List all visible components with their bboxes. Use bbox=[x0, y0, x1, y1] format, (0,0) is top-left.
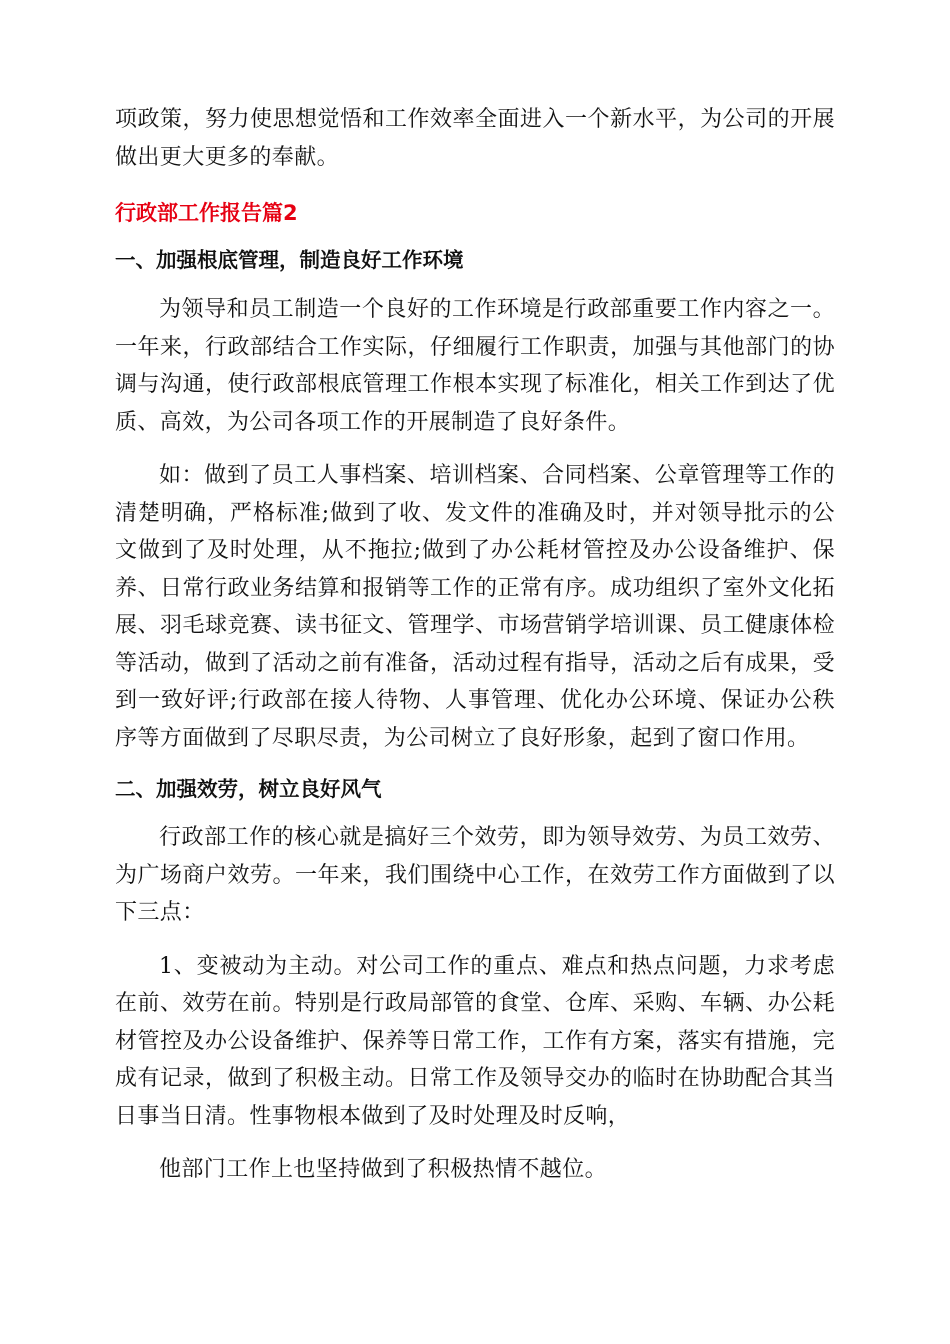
paragraph-three-services: 行政部工作的核心就是搞好三个效劳，即为领导效劳、为员工效劳、为广场商户效劳。一年来，我们围绕中心工作，在效劳工作方面做到了以下三点： bbox=[115, 825, 835, 925]
document-body bbox=[115, 107, 835, 1189]
paragraph-work-environment: 为领导和员工制造一个良好的工作环境是行政部重要工作内容之一。一年来，行政部结合工作实际，仔细履行工作职责，加强与其他部门的协调与沟通，使行政部根底管理工作根本实现了标准化，相关工作到达了优质、高效，为公司各项工作的开展制造了良好条件。 bbox=[115, 297, 835, 435]
section-title: 行政部工作报告篇2 bbox=[115, 201, 298, 225]
heading-service: 二、加强效劳，树立良好风气 bbox=[115, 777, 382, 801]
heading-basic-management: 一、加强根底管理，制造良好工作环境 bbox=[115, 248, 464, 272]
paragraph-examples: 如：做到了员工人事档案、培训档案、合同档案、公章管理等工作的清楚明确，严格标准;做到了收、发文件的准确及时，并对领导批示的公文做到了及时处理，从不拖拉;做到了办公耗材管控及办公设备维护、保养、日常行政业务结算和报销等工作的正常有序。成功组织了室外文化拓展、羽毛球竞赛、读书征文、管理学、市场营销学培训课、员工健康体检等活动，做到了活动之前有准备，活动过程有指导，活动之后有成果，受到一致好评;行政部在接人待物、人事管理、优化办公环境、保证办公秩序等方面做到了尽职尽责，为公司树立了良好形象，起到了窗口作用。 bbox=[115, 463, 835, 751]
paragraph-other-departments: 他部门工作上也坚持做到了积极热情不越位。 bbox=[159, 1157, 608, 1182]
paragraph-point-one: 1、变被动为主动。对公司工作的重点、难点和热点问题，力求考虑在前、效劳在前。特别是行政局部管的食堂、仓库、采购、车辆、办公耗材管控及办公设备维护、保养等日常工作，工作有方案，落实有措施，完成有记录，做到了积极主动。日常工作及领导交办的临时在协助配合其当日事当日清。性事物根本做到了及时处理及时反响， bbox=[115, 953, 835, 1129]
continuation-paragraph: 项政策，努力使思想觉悟和工作效率全面进入一个新水平，为公司的开展做出更大更多的奉献。 bbox=[115, 107, 835, 170]
